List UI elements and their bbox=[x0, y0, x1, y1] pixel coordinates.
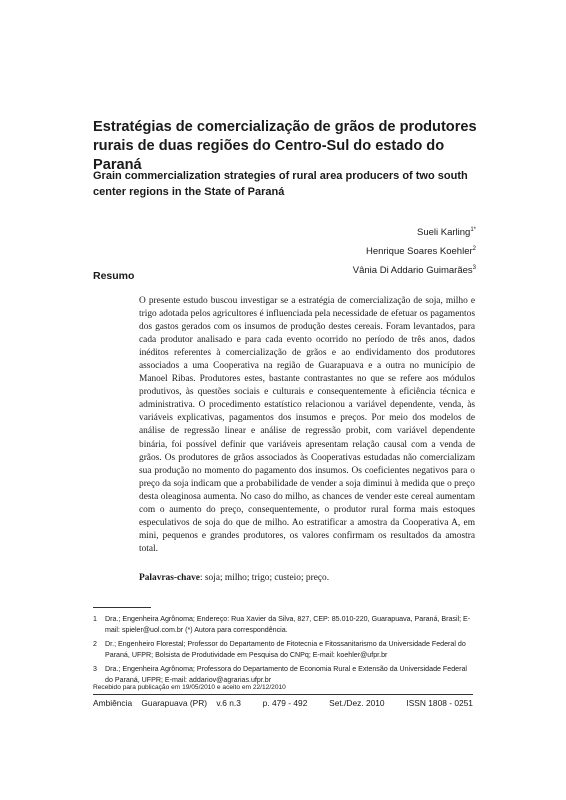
journal-issn: ISSN 1808 - 0251 bbox=[406, 698, 473, 708]
footnote-number: 1 bbox=[93, 615, 97, 623]
journal-footer bbox=[93, 698, 473, 708]
footnotes bbox=[93, 614, 475, 690]
abstract-heading: Resumo bbox=[93, 270, 135, 282]
footnote bbox=[93, 614, 475, 635]
author: Vânia Di Addario Guimarães$^3$ bbox=[352, 265, 476, 277]
author: Henrique Soares Koehler$^2$ bbox=[365, 246, 476, 258]
author-affiliation-mark: 2 bbox=[472, 246, 476, 253]
journal-pages: p. 479 - 492 bbox=[262, 698, 308, 708]
author-affiliation-mark: 3 bbox=[472, 265, 476, 272]
footnote-text: Dra.; Engenheira Agrônoma; Endereço: Rua Xavier da Silva, 827, CEP: 85.010-220, Guarapuava, Paraná, Brasil; E-mail: spieler@uol.com.br (*) Autora para correspondência. bbox=[105, 615, 471, 634]
keywords-list: : soja; milho; trigo; custeio; preço. bbox=[199, 573, 330, 583]
author-affiliation-mark: 1* bbox=[470, 227, 476, 233]
keywords-label: Palavras-chave bbox=[139, 573, 200, 583]
article-subtitle-english: Grain commercialization strategies of rural area producers of two south center regions in the State of Paraná bbox=[93, 170, 468, 198]
journal-date: Set./Dez. 2010 bbox=[329, 698, 385, 708]
footnote-separator bbox=[93, 607, 151, 608]
received-date: Recebido para publicação em 19/05/2010 e aceito em 22/12/2010 bbox=[93, 684, 286, 691]
footnote-number: 3 bbox=[93, 665, 97, 674]
journal-name: Ambiência Guarapuava (PR) v.6 n.3 bbox=[93, 698, 241, 708]
journal-separator bbox=[93, 694, 473, 695]
abstract-text: O presente estudo buscou investigar se a estratégia de comercialização de soja, milho e trigo adotada pelos agricultores é influenciada pela necessidade de efetuar os pagamentos dos gastos gerados com os insumos de produção destes cereais. Foram levantados, para cada produtor analisado e para cada evento ocorrido no período de três anos, dados inéditos referentes à comercialização de grãos e ao endividamento dos produtores associados a uma Cooperativa na região de Guarapuava e a outra no município de Manoel Ribas. Produtores estes, bastante contrastantes no que se refere aos módulos produtivos, às questões sociais e culturais e consequentemente à eficiência técnica e administrativa. O procedimento estatístico relacionou a variável dependente, venda, às variáveis explicativas, pagamentos dos insumos e preços. Por meio dos modelos de análise de regressão linear e análise de regressão probit, com variável dependente binária, foi possível definir que variáveis apresentam relação causal com a venda de grãos. Os produtores de grãos associados às Cooperativas estudadas não comercializam sua produção no momento do pagamento dos insumos. Os coeficientes negativos para o preço da soja indicam que a probabilidade de vender a soja diminui à medida que o preço desta oleaginosa aumenta. No caso do milho, as chances de vender este cereal aumentam com o aumento do preço, consequentemente, o produtor rural forma mais estoques especulativos de soja do que de milho. Ao estratificar a amostra da Cooperativa A, em mini, pequenos e grandes produtores, os valores confirmam os resultados da amostra total. bbox=[139, 296, 475, 554]
footnote-number: 2 bbox=[93, 640, 97, 649]
footnote bbox=[93, 639, 475, 660]
keywords bbox=[139, 572, 475, 585]
footnote bbox=[93, 664, 475, 685]
article-title: Estratégias de comercialização de grãos de produtores rurais de duas regiões do Centro-Sul do estado do Paraná bbox=[93, 119, 477, 173]
author-list bbox=[353, 222, 476, 279]
footnote-text: Dr.; Engenheiro Florestal; Professor do Departamento de Fitotecnia e Fitossanitarismo da Universidade Federal do Paraná, UFPR; Bolsista de Produtividade em Pesquisa do CNPq; E-mail: koehler@ufpr.br bbox=[105, 640, 466, 659]
author: Sueli Karling$^{1*}$ bbox=[416, 227, 476, 239]
footnote-text: Dra.; Engenheira Agrônoma; Professora do Departamento de Economia Rural e Extensão da Universidade Federal do Paraná, UFPR; E-mail: addariov@agrarias.ufpr.br bbox=[105, 665, 467, 684]
